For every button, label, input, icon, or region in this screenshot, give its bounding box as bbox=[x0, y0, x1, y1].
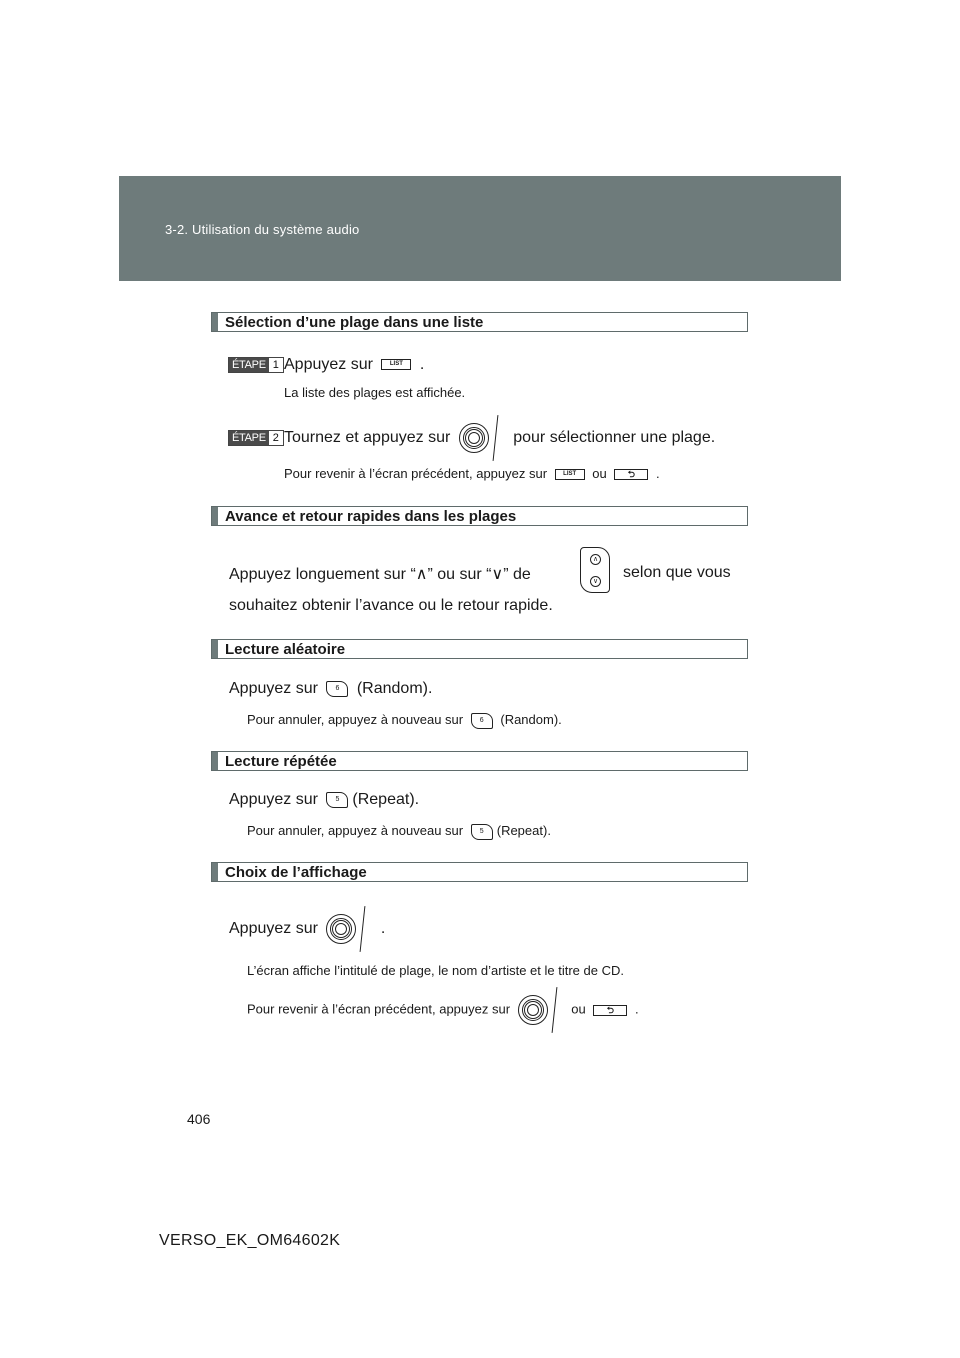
step1-note: La liste des plages est affichée. bbox=[284, 385, 466, 400]
note-text: Pour revenir à l’écran précédent, appuyez sur bbox=[284, 466, 548, 481]
seek-up-icon: ∧ bbox=[590, 554, 601, 565]
section-title-text: Choix de l’affichage bbox=[225, 864, 367, 881]
seek-instruction-line1: Appuyez longuement sur “∧” ou sur “∨” de bbox=[229, 566, 531, 583]
preset-5-icon: 5 bbox=[471, 824, 493, 840]
step2-text-after: pour sélectionner une plage. bbox=[513, 429, 716, 447]
note-period: . bbox=[635, 1001, 639, 1017]
display-text-before: Appuyez sur bbox=[229, 920, 318, 938]
display-instruction bbox=[229, 906, 385, 952]
display-note-2 bbox=[247, 987, 639, 1033]
document-code: VERSO_EK_OM64602K bbox=[159, 1232, 341, 1249]
page-number: 406 bbox=[187, 1111, 211, 1127]
section-title-choix-affichage bbox=[211, 862, 748, 882]
random-note bbox=[247, 712, 562, 729]
step1-period: . bbox=[419, 356, 425, 373]
step1-instruction bbox=[284, 356, 424, 374]
section-title-selection-plage bbox=[211, 312, 748, 332]
list-button-icon bbox=[555, 469, 585, 480]
section-title-lecture-aleatoire bbox=[211, 639, 748, 659]
section-accent bbox=[212, 640, 218, 658]
tune-knob-icon bbox=[518, 987, 564, 1033]
section-title-text: Lecture répétée bbox=[225, 753, 337, 770]
note-text-or: ou bbox=[592, 466, 607, 481]
list-button-icon bbox=[381, 359, 411, 370]
repeat-note bbox=[247, 823, 551, 840]
section-accent bbox=[212, 313, 218, 331]
step2-note bbox=[284, 466, 660, 481]
seek-down-icon: ∨ bbox=[590, 576, 601, 587]
step-badge-number: 1 bbox=[269, 358, 283, 372]
step-badge-number: 2 bbox=[269, 431, 283, 445]
section-title-text: Sélection d’une plage dans une liste bbox=[225, 314, 484, 331]
section-accent bbox=[212, 752, 218, 770]
step2-text-before: Tournez et appuyez sur bbox=[284, 429, 451, 447]
note-period: . bbox=[656, 466, 660, 481]
tune-knob-icon bbox=[459, 415, 505, 461]
note-text-or: ou bbox=[571, 1001, 586, 1017]
section-title-avance-retour bbox=[211, 506, 748, 526]
seek-instruction-line2: souhaitez obtenir l’avance ou le retour rapide. bbox=[229, 597, 553, 614]
step-badge-label: ÉTAPE bbox=[229, 358, 269, 372]
back-button-icon: ⮌ bbox=[593, 1005, 627, 1016]
preset-5-icon: 5 bbox=[326, 792, 348, 808]
note-text-after: (Random). bbox=[500, 712, 562, 727]
tune-knob-icon bbox=[326, 906, 372, 952]
breadcrumb: 3-2. Utilisation du système audio bbox=[165, 222, 360, 237]
note-text-after: (Repeat). bbox=[496, 823, 551, 838]
step-badge-2 bbox=[228, 430, 284, 446]
random-text-after: (Random). bbox=[356, 680, 433, 697]
header-band bbox=[119, 176, 841, 281]
display-note-1: L’écran affiche l’intitulé de plage, le nom d’artiste et le titre de CD. bbox=[247, 963, 624, 978]
note-text: Pour annuler, appuyez à nouveau sur bbox=[247, 712, 464, 727]
step1-text: Appuyez sur bbox=[284, 356, 373, 373]
repeat-instruction bbox=[229, 791, 419, 809]
repeat-text-before: Appuyez sur bbox=[229, 791, 318, 808]
random-text-before: Appuyez sur bbox=[229, 680, 318, 697]
repeat-text-after: (Repeat). bbox=[352, 791, 420, 808]
section-accent bbox=[212, 863, 218, 881]
section-title-text: Avance et retour rapides dans les plages bbox=[225, 508, 517, 525]
back-button-icon: ⮌ bbox=[614, 469, 648, 480]
seek-instruction-line1-end: selon que vous bbox=[623, 564, 731, 581]
seek-button-icon bbox=[580, 547, 610, 593]
random-instruction bbox=[229, 680, 432, 698]
step2-instruction bbox=[284, 415, 715, 461]
note-text: Pour revenir à l’écran précédent, appuyez sur bbox=[247, 1001, 511, 1017]
section-title-lecture-repetee bbox=[211, 751, 748, 771]
section-title-text: Lecture aléatoire bbox=[225, 641, 346, 658]
display-period: . bbox=[380, 920, 386, 938]
step-badge-1 bbox=[228, 357, 284, 373]
preset-6-icon: 6 bbox=[471, 713, 493, 729]
preset-6-icon: 6 bbox=[326, 681, 348, 697]
section-accent bbox=[212, 507, 218, 525]
step-badge-label: ÉTAPE bbox=[229, 431, 269, 445]
note-text: Pour annuler, appuyez à nouveau sur bbox=[247, 823, 464, 838]
